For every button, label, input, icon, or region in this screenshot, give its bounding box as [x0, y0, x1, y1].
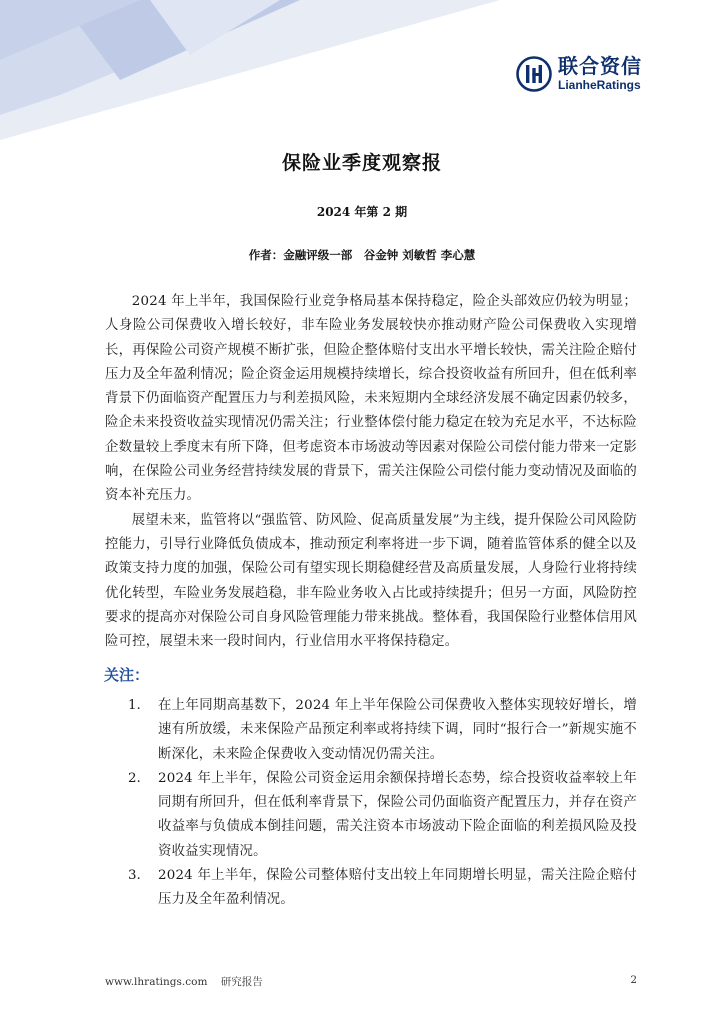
- brand-name-en: LianheRatings: [558, 78, 641, 92]
- focus-item-text: 在上年同期高基数下，2024 年上半年保险公司保费收入整体实现较好增长，增速有所放缓，未来保险产品预定利率或将持续下调，同时“报行合一”新规实施不断深化，未来险企保费收入变动情况仍需关注。: [158, 698, 637, 762]
- focus-item-number: 1.: [128, 698, 141, 713]
- focus-item-3: [128, 864, 637, 913]
- authors-line: 作者：金融评级一部 谷金钟 刘敏哲 李心慧: [248, 248, 476, 262]
- page-footer: [105, 974, 637, 989]
- summary-section: [105, 290, 637, 654]
- footer-website-link[interactable]: www.lhratings.com: [105, 976, 208, 988]
- focus-item-2: [128, 767, 637, 864]
- focus-item-number: 3.: [128, 868, 141, 884]
- page-number: 2: [630, 974, 637, 986]
- page-title: 保险业季度观察报: [281, 152, 442, 174]
- focus-heading: 关注：: [104, 666, 150, 684]
- focus-item-text: 2024 年上半年，保险公司整体赔付支出较上年同期增长明显，需关注险企赔付压力及全年盈利情况。: [158, 868, 637, 908]
- lianhe-logo-icon: [516, 56, 552, 92]
- corner-decoration: [0, 0, 500, 140]
- summary-paragraph-1: 2024 年上半年，我国保险行业竞争格局基本保持稳定，险企头部效应仍较为明显；人身险公司保费收入增长较好，非车险业务发展较快亦推动财产险公司保费收入实现增长，再保险公司资产规模不断扩张，但险企整体赔付支出水平增长较快，需关注险企赔付压力及全年盈利情况；险企资金运用规模持续增长，综合投资收益有所回升，但在低利率背景下仍面临资产配置压力与利差损风险，未来短期内全球经济发展不确定因素仍较多，险企未来投资收益实现情况仍需关注；行业整体偿付能力稳定在较为充足水平，不达标险企数量较上季度末有所下降，但考虑资本市场波动等因素对保险公司偿付能力带来一定影响，在保险公司业务经营持续发展的背景下，需关注保险公司偿付能力变动情况及面临的资本补充压力。: [105, 294, 637, 504]
- issue-label: 2024 年第 2 期: [316, 205, 408, 219]
- focus-item-text: 2024 年上半年，保险公司资金运用余额保持增长态势，综合投资收益率较上年同期有所回升，但在低利率背景下，保险公司仍面临资产配置压力，并存在资产收益率与负债成本倒挂问题，需关注资本市场波动下险企面临的利差损风险及投资收益实现情况。: [158, 770, 637, 859]
- focus-item-number: 2.: [128, 770, 141, 786]
- summary-paragraph-2: 展望未来，监管将以“强监管、防风险、促高质量发展”为主线，提升保险公司风险防控能力，引导行业降低负债成本，推动预定利率将进一步下调，随着监管体系的健全以及政策支持力度的加强，保险公司有望实现长期稳健经营及高质量发展，人身险行业将持续优化转型，车险业务发展趋稳，非车险业务收入占比或持续提升；但另一方面，风险防控要求的提高亦对保险公司自身风险管理能力带来挑战。整体看，我国保险行业整体信用风险可控，展望未来一段时间内，行业信用水平将保持稳定。: [105, 512, 637, 650]
- focus-list: [128, 694, 637, 913]
- footer-doc-type: 研究报告: [220, 976, 263, 988]
- brand-logo: [516, 55, 642, 92]
- focus-item-1: [128, 694, 637, 767]
- brand-name-cn: 联合资信: [558, 54, 642, 78]
